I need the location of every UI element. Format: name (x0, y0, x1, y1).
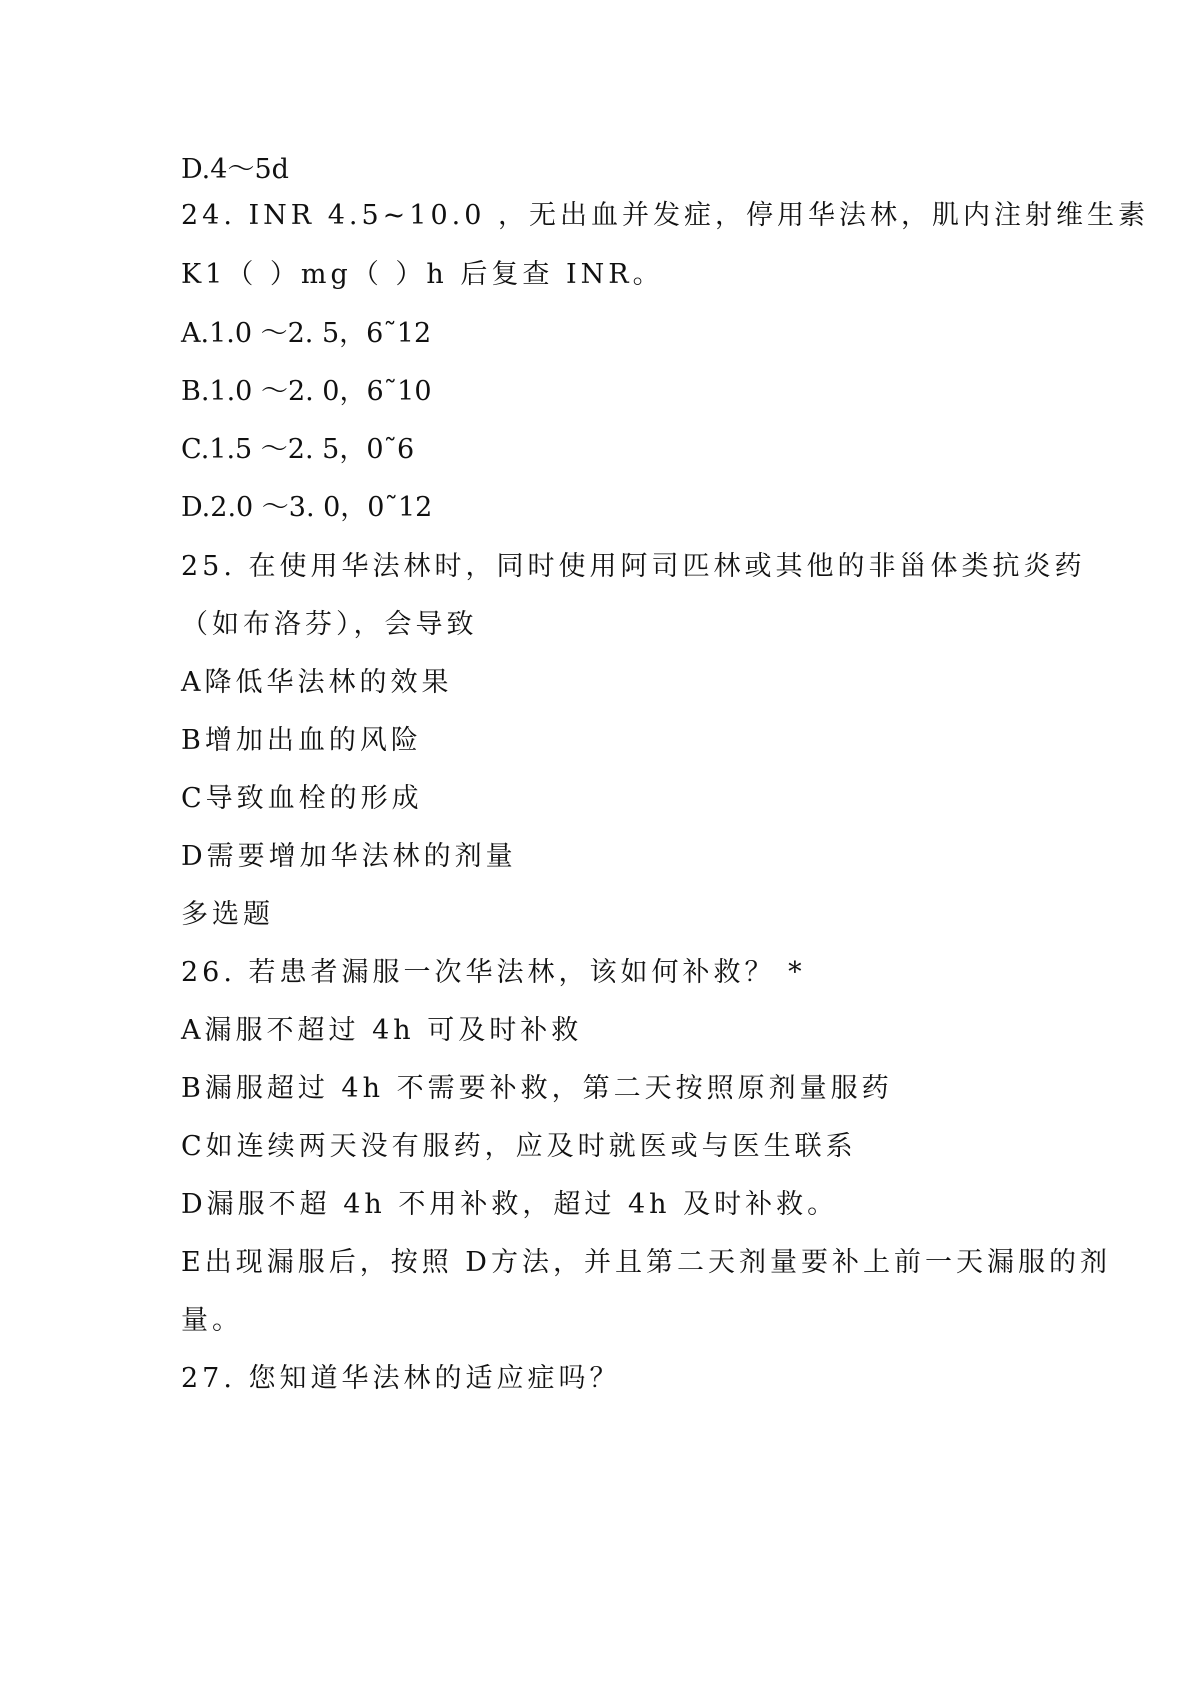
option-d-q26: D漏服不超 4h 不用补救，超过 4h 及时补救。 (181, 1189, 839, 1220)
question-25-line-1: 25. 在使用华法林时，同时使用阿司匹林或其他的非甾体类抗炎药 (181, 551, 1086, 582)
option-a-q25: A降低华法林的效果 (181, 667, 453, 698)
question-25-line-2: （如布洛芬），会导致 (181, 609, 478, 640)
option-e-q26-line-2: 量。 (181, 1305, 243, 1336)
option-b-q26: B漏服超过 4h 不需要补救，第二天按照原剂量服药 (181, 1073, 893, 1104)
question-27: 27. 您知道华法林的适应症吗？ (181, 1363, 621, 1394)
option-b-q24: B.1.0 ～2. 0，6˜10 (181, 376, 432, 407)
option-d-q24: D.2.0 ～3. 0，0˜12 (181, 492, 433, 523)
option-a-q26: A漏服不超过 4h 可及时补救 (181, 1015, 583, 1046)
option-a-q24: A.1.0 ～2. 5，6˜12 (181, 318, 432, 349)
section-heading-multiple-choice: 多选题 (181, 899, 274, 930)
option-d-q25: D需要增加华法林的剂量 (181, 841, 517, 872)
option-b-q25: B增加出血的风险 (181, 725, 422, 756)
option-e-q26-line-1: E出现漏服后，按照 D方法，并且第二天剂量要补上前一天漏服的剂 (181, 1247, 1111, 1278)
option-c-q25: C导致血栓的形成 (181, 783, 423, 814)
question-24-line-2: K1（ ）mg（ ）h 后复查 INR。 (181, 259, 664, 290)
option-c-q26: C如连续两天没有服药，应及时就医或与医生联系 (181, 1131, 857, 1162)
option-d-q23: D.4～5d (181, 154, 289, 185)
question-24-line-1: 24. INR 4.5~10.0 ，无出血并发症，停用华法林，肌内注射维生素 (181, 200, 1149, 231)
question-26: 26. 若患者漏服一次华法林，该如何补救？ * (181, 957, 806, 988)
option-c-q24: C.1.5 ～2. 5，0˜6 (181, 434, 415, 465)
